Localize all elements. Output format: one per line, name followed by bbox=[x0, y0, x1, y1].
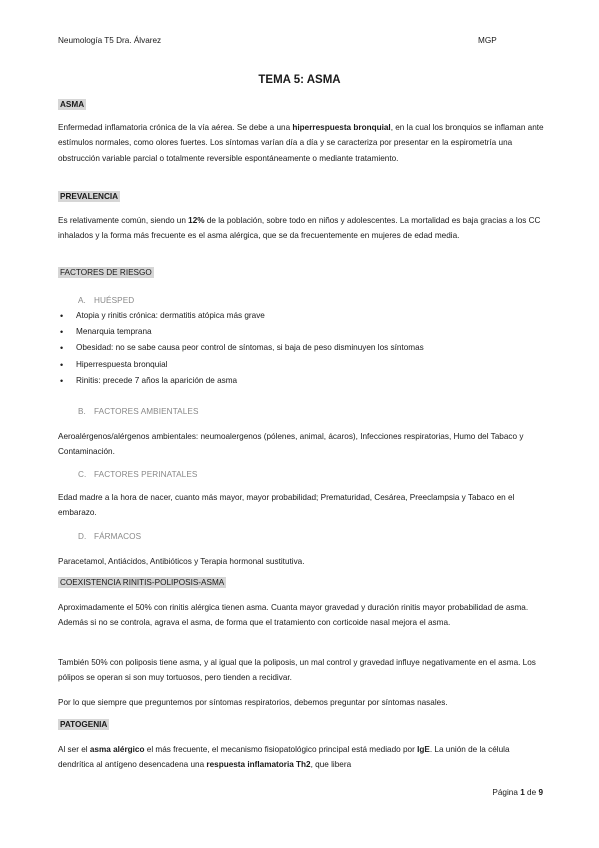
paragraph-coexistencia-2: También 50% con poliposis tiene asma, y al igual que la poliposis, un mal control y gravedad influye negativamente en el asma. Los pólipos se operan si son muy tortuosos, pero tienden a recidivar. bbox=[58, 658, 536, 683]
subheading-label: FACTORES PERINATALES bbox=[94, 470, 198, 479]
list-item: • Hiperrespuesta bronquial bbox=[58, 357, 548, 373]
paragraph-prevalencia bbox=[58, 213, 544, 244]
subheading-ambientales bbox=[78, 407, 199, 416]
list-item: • Atopia y rinitis crónica: dermatitis atópica más grave bbox=[58, 308, 548, 324]
paragraph-coexistencia-3: Por lo que siempre que preguntemos por síntomas respiratorios, debemos preguntar por síntomas nasales. bbox=[58, 698, 448, 707]
subheading-farmacos bbox=[78, 532, 141, 541]
text-run: el más frecuente, el mecanismo fisiopatológico principal está mediado por bbox=[144, 745, 418, 754]
risk-factor-list bbox=[58, 308, 548, 389]
section-heading-asma: ASMA bbox=[60, 100, 85, 109]
text-run: . La unión de la célula dendrítica al antígeno desencadena una bbox=[58, 745, 510, 770]
section-heading-prevalencia: PREVALENCIA bbox=[60, 192, 119, 201]
bold-term: IgE bbox=[417, 745, 430, 754]
subheading-letter: B. bbox=[78, 407, 86, 416]
text-run: Al ser el bbox=[58, 745, 90, 754]
list-item: • Menarquia temprana bbox=[58, 324, 548, 340]
subheading-huesped bbox=[78, 296, 134, 305]
text-run: de la población, sobre todo en niños y adolescentes. La mortalidad es baja gracias a los CC inhalados y la forma más frecuente es el asma alérgica, que se da frecuentemente en mujeres de edad media. bbox=[58, 216, 541, 241]
section-heading-patogenia: PATOGENIA bbox=[60, 720, 108, 729]
subheading-letter: D. bbox=[78, 532, 87, 541]
paragraph-patogenia bbox=[58, 742, 544, 773]
bold-term: respuesta inflamatoria Th2 bbox=[206, 760, 311, 770]
page-number-footer bbox=[492, 788, 543, 797]
text-run: , que libera bbox=[310, 760, 352, 770]
text-run: Es relativamente común, siendo un bbox=[58, 216, 189, 225]
subheading-letter: A. bbox=[78, 296, 86, 305]
footer-middle: de bbox=[524, 788, 539, 797]
paragraph-ambientales: Aeroalérgenos/alérgenos ambientales: neumoalergenos (pólenes, animal, ácaros), Infecciones respiratorias, Humo del Tabaco y Contaminación. bbox=[58, 432, 524, 457]
bold-term: hiperrespuesta bronquial bbox=[292, 123, 391, 132]
section-heading-factores-riesgo: FACTORES DE RIESGO bbox=[60, 268, 152, 277]
subheading-label: HUÉSPED bbox=[94, 296, 135, 305]
bold-term: 12% bbox=[188, 216, 205, 225]
subheading-label: FÁRMACOS bbox=[94, 532, 142, 541]
text-run: Enfermedad inflamatoria crónica de la vía aérea. Se debe a una bbox=[58, 123, 293, 132]
text-run: , en la cual los bronquios se inflaman ante estímulos normales, como olores fuertes. Los síntomas varían día a día y se caracteriza por presentar en la espirometría una obstrucción variable parcial o totalmente reversible espontáneamente o mediante tratamiento. bbox=[58, 123, 544, 163]
subheading-label: FACTORES AMBIENTALES bbox=[94, 407, 199, 416]
page-title: TEMA 5: ASMA bbox=[258, 74, 341, 86]
bold-term: asma alérgico bbox=[89, 745, 145, 754]
subheading-letter: C. bbox=[78, 470, 87, 479]
paragraph-farmacos: Paracetamol, Antiácidos, Antibióticos y Terapia hormonal sustitutiva. bbox=[58, 557, 305, 566]
section-heading-coexistencia: COEXISTENCIA RINITIS-POLIPOSIS-ASMA bbox=[60, 578, 225, 587]
paragraph-asma-definition bbox=[58, 120, 544, 166]
list-item: • Obesidad: no se sabe causa peor control de síntomas, si baja de peso disminuyen los síntomas bbox=[58, 340, 548, 356]
total-pages: 9 bbox=[538, 788, 543, 797]
list-item: • Rinitis: precede 7 años la aparición de asma bbox=[58, 373, 548, 389]
header-right: MGP bbox=[478, 36, 497, 45]
current-page: 1 bbox=[520, 788, 525, 797]
subheading-perinatales bbox=[78, 470, 197, 479]
paragraph-perinatales: Edad madre a la hora de nacer, cuanto más mayor, mayor probabilidad; Prematuridad, Cesárea, Preeclampsia y Tabaco en el embarazo. bbox=[58, 493, 515, 518]
footer-prefix: Página bbox=[492, 788, 521, 797]
header-left: Neumología T5 Dra. Álvarez bbox=[58, 36, 162, 45]
paragraph-coexistencia-1: Aproximadamente el 50% con rinitis alérgica tienen asma. Cuanta mayor gravedad y duración rinitis mayor probabilidad de asma. Además si no se controla, agrava el asma, de forma que el tratamiento con corticoide nasal mejora el asma. bbox=[58, 603, 529, 628]
